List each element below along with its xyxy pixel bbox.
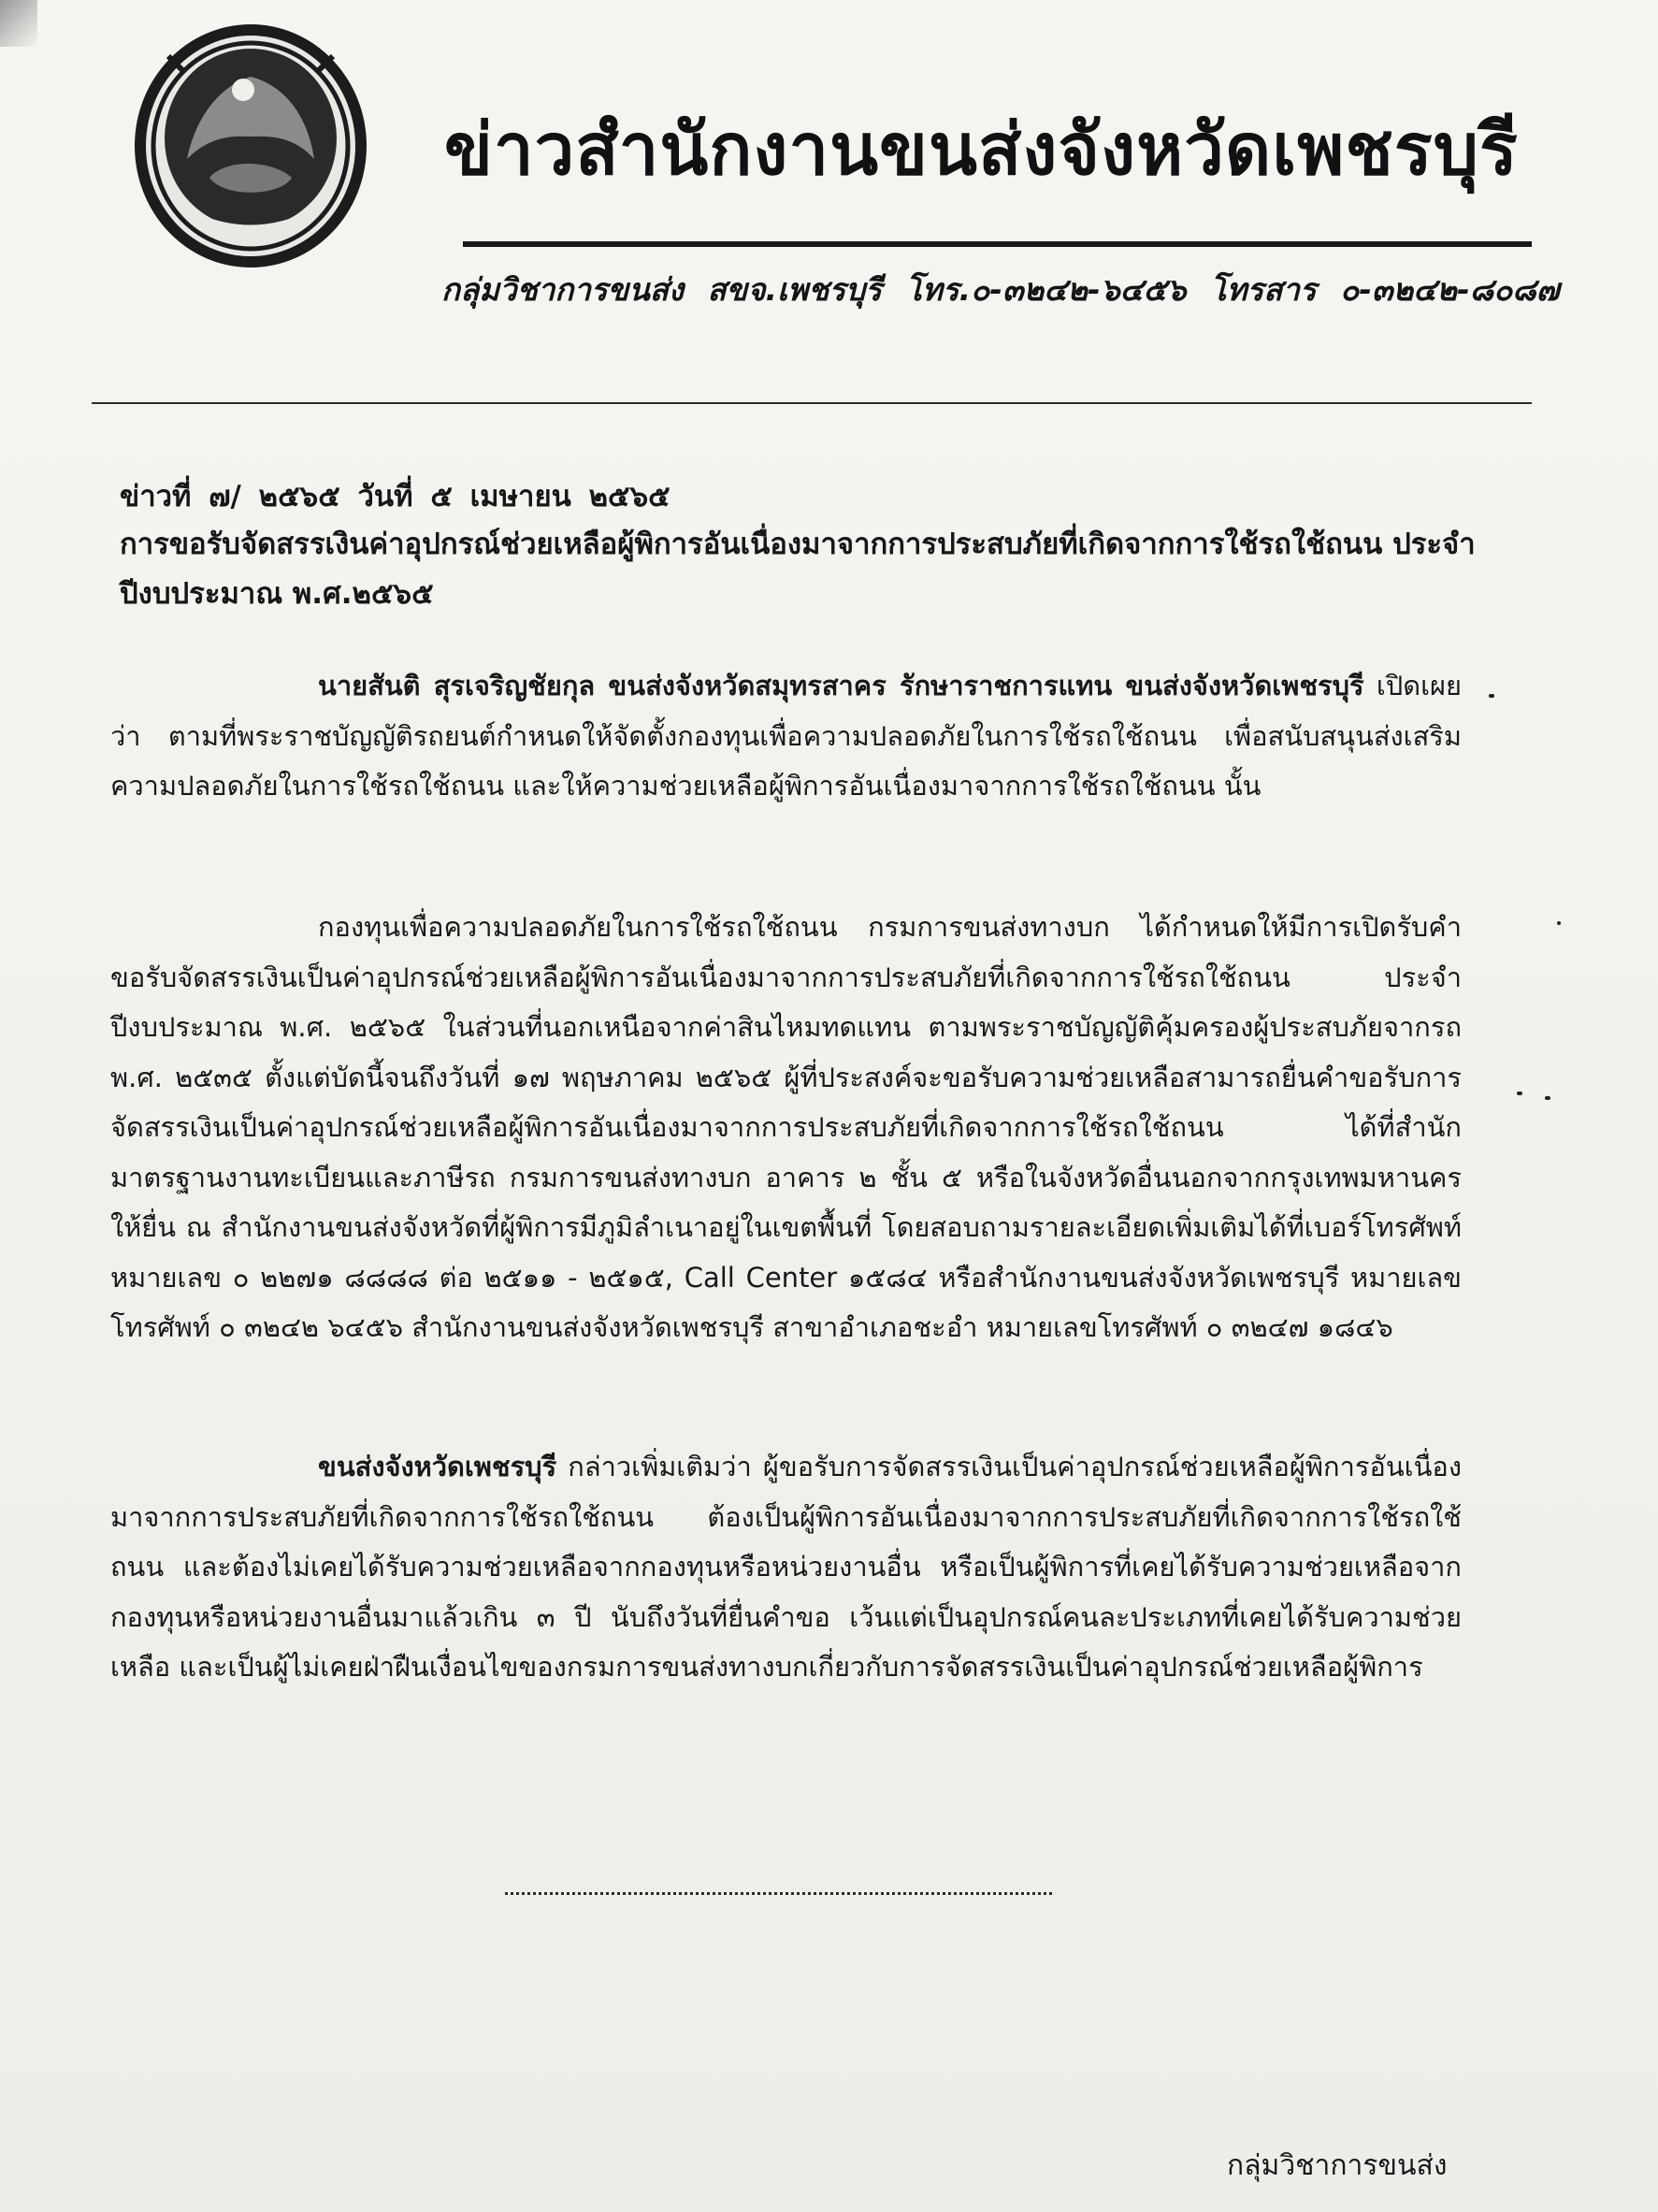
header-divider — [92, 402, 1532, 404]
paragraph-3 — [110, 1442, 1462, 1693]
signoff: กลุ่มวิชาการขนส่ง — [1227, 2149, 1448, 2182]
paragraph-2 — [110, 903, 1462, 1353]
department-seal-emblem — [131, 19, 370, 273]
page-title: ข่าวสำนักงานขนส่งจังหวัดเพชรบุรี — [444, 108, 1519, 191]
paragraph-1 — [110, 661, 1462, 812]
scan-speck — [1545, 1096, 1550, 1100]
paragraph-3-lead: ขนส่งจังหวัดเพชรบุรี — [318, 1451, 557, 1482]
scan-speck — [1557, 921, 1561, 925]
news-number-date: ข่าวที่ ๗/ ๒๕๖๕ วันที่ ๕ เมษายน ๒๕๖๕ — [120, 480, 670, 513]
title-underline — [463, 241, 1532, 247]
news-headline: การขอรับจัดสรรเงินค่าอุปกรณ์ช่วยเหลือผู้พิการอันเนื่องมาจากการประสบภัยที่เกิดจากการใช้รถใช้ถนน ประจำปีงบประมาณ พ.ศ.๒๕๖๕ — [120, 528, 1476, 611]
scan-corner-shadow — [0, 0, 37, 47]
scan-speck — [1489, 694, 1494, 698]
paragraph-2-body: กองทุนเพื่อความปลอดภัยในการใช้รถใช้ถนน กรมการขนส่งทางบก ได้กำหนดให้มีการเปิดรับคำขอรับจัดสรรเงินเป็นค่าอุปกรณ์ช่วยเหลือผู้พิการอันเนื่องมาจากการประสบภัยที่เกิดจากการใช้รถใช้ถนน ประจำปีงบประมาณ พ.ศ. ๒๕๖๕ ในส่วนที่นอกเหนือจากค่าสินไหมทดแทน ตามพระราชบัญญัติคุ้มครองผู้ประสบภัยจากรถ พ.ศ. ๒๕๓๕ ตั้งแต่บัดนี้จนถึงวันที่ ๑๗ พฤษภาคม ๒๕๖๕ ผู้ที่ประสงค์จะขอรับความช่วยเหลือสามารถยื่นคำขอรับการจัดสรรเงินเป็นค่าอุปกรณ์ช่วยเหลือผู้พิการอันเนื่องมาจากการประสบภัยที่เกิดจากการใช้รถใช้ถนน ได้ที่สำนักมาตรฐานงานทะเบียนและภาษีรถ กรมการขนส่งทางบก อาคาร ๒ ชั้น ๕ หรือในจังหวัดอื่นนอกจากกรุงเทพมหานคร ให้ยื่น ณ สำนักงานขนส่งจังหวัดที่ผู้พิการมีภูมิลำเนาอยู่ในเขตพื้นที่ โดยสอบถามรายละเอียดเพิ่มเติมได้ที่เบอร์โทรศัพท์ หมายเลข ๐ ๒๒๗๑ ๘๘๘๘ ต่อ ๒๕๑๑ - ๒๕๑๕, Call Center ๑๕๘๔ หรือสำนักงานขนส่งจังหวัดเพชรบุรี หมายเลขโทรศัพท์ ๐ ๓๒๔๒ ๖๔๕๖ สำนักงานขนส่งจังหวัดเพชรบุรี สาขาอำเภอชะอำ หมายเลขโทรศัพท์ ๐ ๓๒๔๗ ๑๘๔๖ — [110, 911, 1462, 1343]
paragraph-1-body: เปิดเผยว่า ตามที่พระราชบัญญัติรถยนต์กำหนดให้จัดตั้งกองทุนเพื่อความปลอดภัยในการใช้รถใช้ถนน เพื่อสนับสนุนส่งเสริมความปลอดภัยในการใช้รถใช้ถนน และให้ความช่วยเหลือผู้พิการอันเนื่องมาจากการใช้รถใช้ถนน นั้น — [110, 670, 1462, 802]
paragraph-1-lead: นายสันติ สุรเจริญชัยกุล ขนส่งจังหวัดสมุทรสาคร รักษาราชการแทน ขนส่งจังหวัดเพชรบุรี — [318, 670, 1364, 701]
paragraph-3-body: กล่าวเพิ่มเติมว่า ผู้ขอรับการจัดสรรเงินเป็นค่าอุปกรณ์ช่วยเหลือผู้พิการอันเนื่องมาจากการประสบภัยที่เกิดจากการใช้รถใช้ถนน ต้องเป็นผู้พิการอันเนื่องมาจากการประสบภัยที่เกิดจากการใช้รถใช้ถนน และต้องไม่เคยได้รับความช่วยเหลือจากกองทุนหรือหน่วยงานอื่น หรือเป็นผู้พิการที่เคยได้รับความช่วยเหลือจากกองทุนหรือหน่วยงานอื่นมาแล้วเกิน ๓ ปี นับถึงวันที่ยื่นคำขอ เว้นแต่เป็นอุปกรณ์คนละประเภทที่เคยได้รับความช่วยเหลือ และเป็นผู้ไม่เคยฝ่าฝืนเงื่อนไขของกรมการขนส่งทางบกเกี่ยวกับการจัดสรรเงินเป็นค่าอุปกรณ์ช่วยเหลือผู้พิการ — [110, 1451, 1462, 1683]
contact-line: กลุ่มวิชาการขนส่ง สขจ.เพชรบุรี โทร.๐-๓๒๔๒-๖๔๕๖ โทรสาร ๐-๓๒๔๒-๘๐๘๗ — [441, 271, 1560, 308]
scan-speck — [1517, 1092, 1522, 1095]
footer-dotted-divider — [505, 1892, 1052, 1895]
